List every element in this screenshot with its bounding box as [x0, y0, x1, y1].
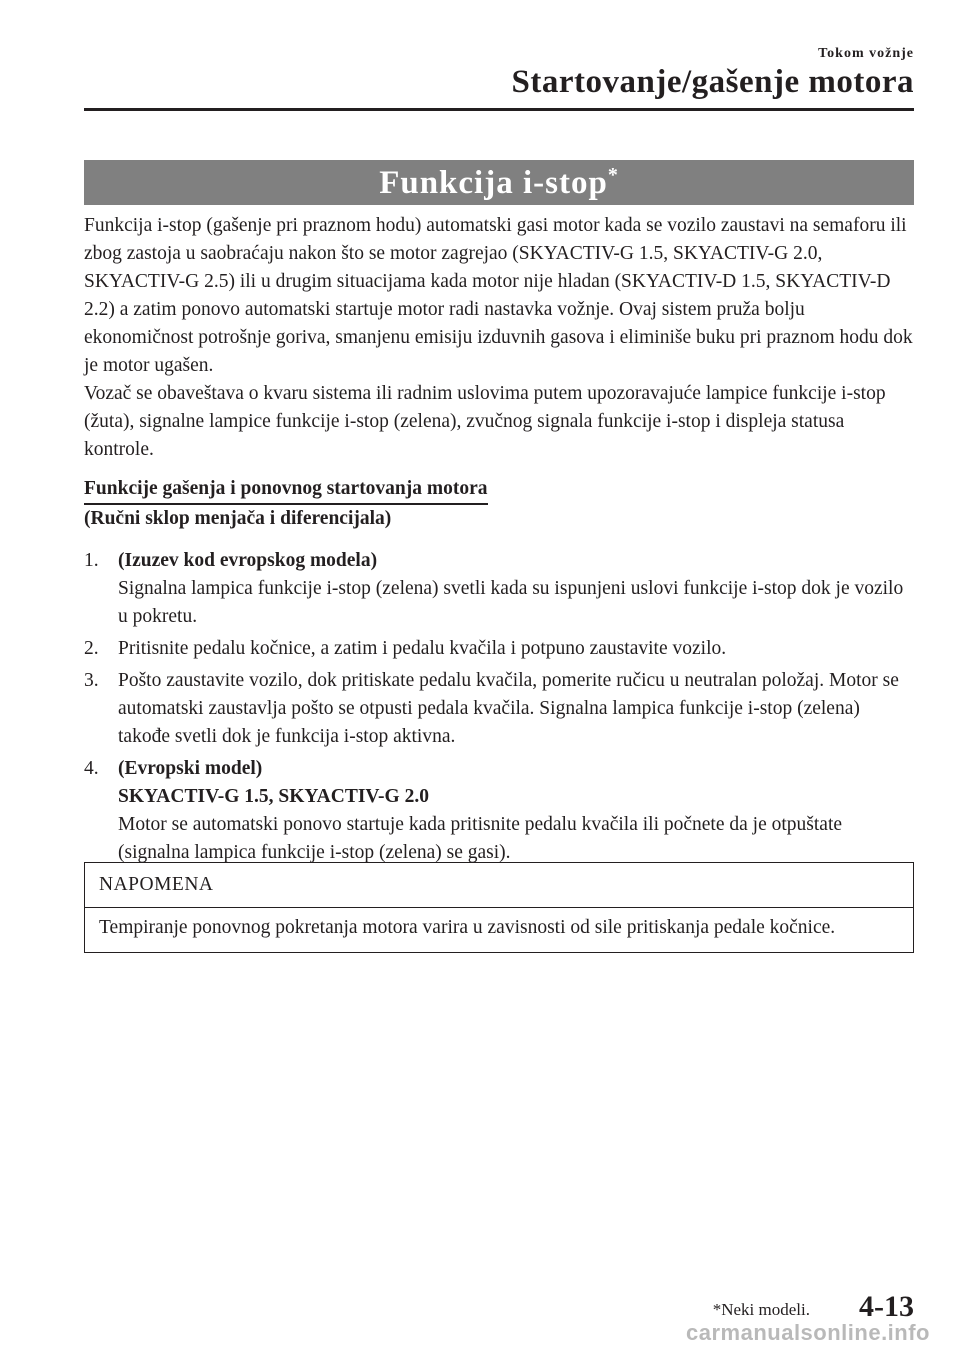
- step-bold-label: (Izuzev kod evropskog modela): [118, 550, 378, 571]
- main-content: [84, 212, 914, 871]
- footnote: *Neki modeli.: [712, 1300, 810, 1319]
- intro-paragraph-1: Funkcija i-stop (gašenje pri praznom hodu) automatski gasi motor kada se vozilo zaustavi na semaforu ili zbog zastoja u saobraćaju nakon što se motor zagrejao (SKYACTIV-G 1.5, SKYACTIV-G 2.0, SKYACTIV-G 2.5) ili u drugim situacijama kada motor nije hladan (SKYACTIV-D 1.5, SKYACTIV-D 2.2) a zatim ponovo automatski startuje motor radi nastavka vožnje. Ovaj sistem pruža bolju ekonomičnost potrošnje goriva, smanjenu emisiju izduvnih gasova i eliminiše buku pri praznom hodu dok je motor ugašen.: [84, 215, 913, 376]
- section-title: Funkcija i-stop: [379, 165, 608, 201]
- section-banner: [84, 160, 914, 205]
- note-text: Tempiranje ponovnog pokretanja motora varira u zavisnosti od sile pritiskanja pedale kočnice.: [99, 917, 836, 938]
- header-title: Startovanje/gašenje motora: [511, 64, 914, 100]
- step-bold-engine: SKYACTIV-G 1.5, SKYACTIV-G 2.0: [118, 786, 429, 807]
- header-kicker: Tokom vožnje: [818, 46, 914, 61]
- page-number: 4-13: [859, 1290, 914, 1323]
- watermark: carmanualsonline.info: [686, 1320, 930, 1345]
- step-number: 1.: [84, 550, 99, 571]
- subheading-transmission: (Ručni sklop menjača i diferencijala): [84, 508, 392, 529]
- step-text: Pritisnite pedalu kočnice, a zatim i pedalu kvačila i potpuno zaustavite vozilo.: [118, 638, 727, 659]
- header-rule: [84, 108, 914, 111]
- step-bold-label: (Evropski model): [118, 758, 263, 779]
- step-number: 3.: [84, 670, 99, 691]
- step-4: [84, 755, 914, 867]
- intro-paragraph-2: Vozač se obaveštava o kvaru sistema ili radnim uslovima putem upozoravajuće lampice funkcije i-stop (žuta), signalne lampice funkcije i-stop (zelena), zvučnog signala funkcije i-stop i displeja statusa kontrole.: [84, 383, 886, 460]
- step-text: Pošto zaustavite vozilo, dok pritiskate pedalu kvačila, pomerite ručicu u neutralan položaj. Motor se automatski zaustavlja pošto se otpusti pedala kvačila. Signalna lampica funkcije i-stop (zelena) takođe svetli dok je funkcija i-stop aktivna.: [118, 670, 899, 747]
- note-heading: NAPOMENA: [85, 863, 913, 908]
- section-title-mark: *: [607, 164, 619, 186]
- step-number: 2.: [84, 638, 99, 659]
- steps-list: [84, 547, 914, 867]
- step-text: Signalna lampica funkcije i-stop (zelena) svetli kada su ispunjeni uslovi funkcije i-stop dok je vozilo u pokretu.: [118, 578, 904, 627]
- note-box: [84, 862, 914, 953]
- step-text: Motor se automatski ponovo startuje kada pritisnite pedalu kvačila ili počnete da je otpuštate (signalna lampica funkcije i-stop (zelena) se gasi).: [118, 814, 843, 863]
- step-number: 4.: [84, 758, 99, 779]
- subheading: Funkcije gašenja i ponovnog startovanja motora: [84, 476, 488, 505]
- step-2: [84, 635, 914, 663]
- step-3: [84, 667, 914, 751]
- step-1: [84, 547, 914, 631]
